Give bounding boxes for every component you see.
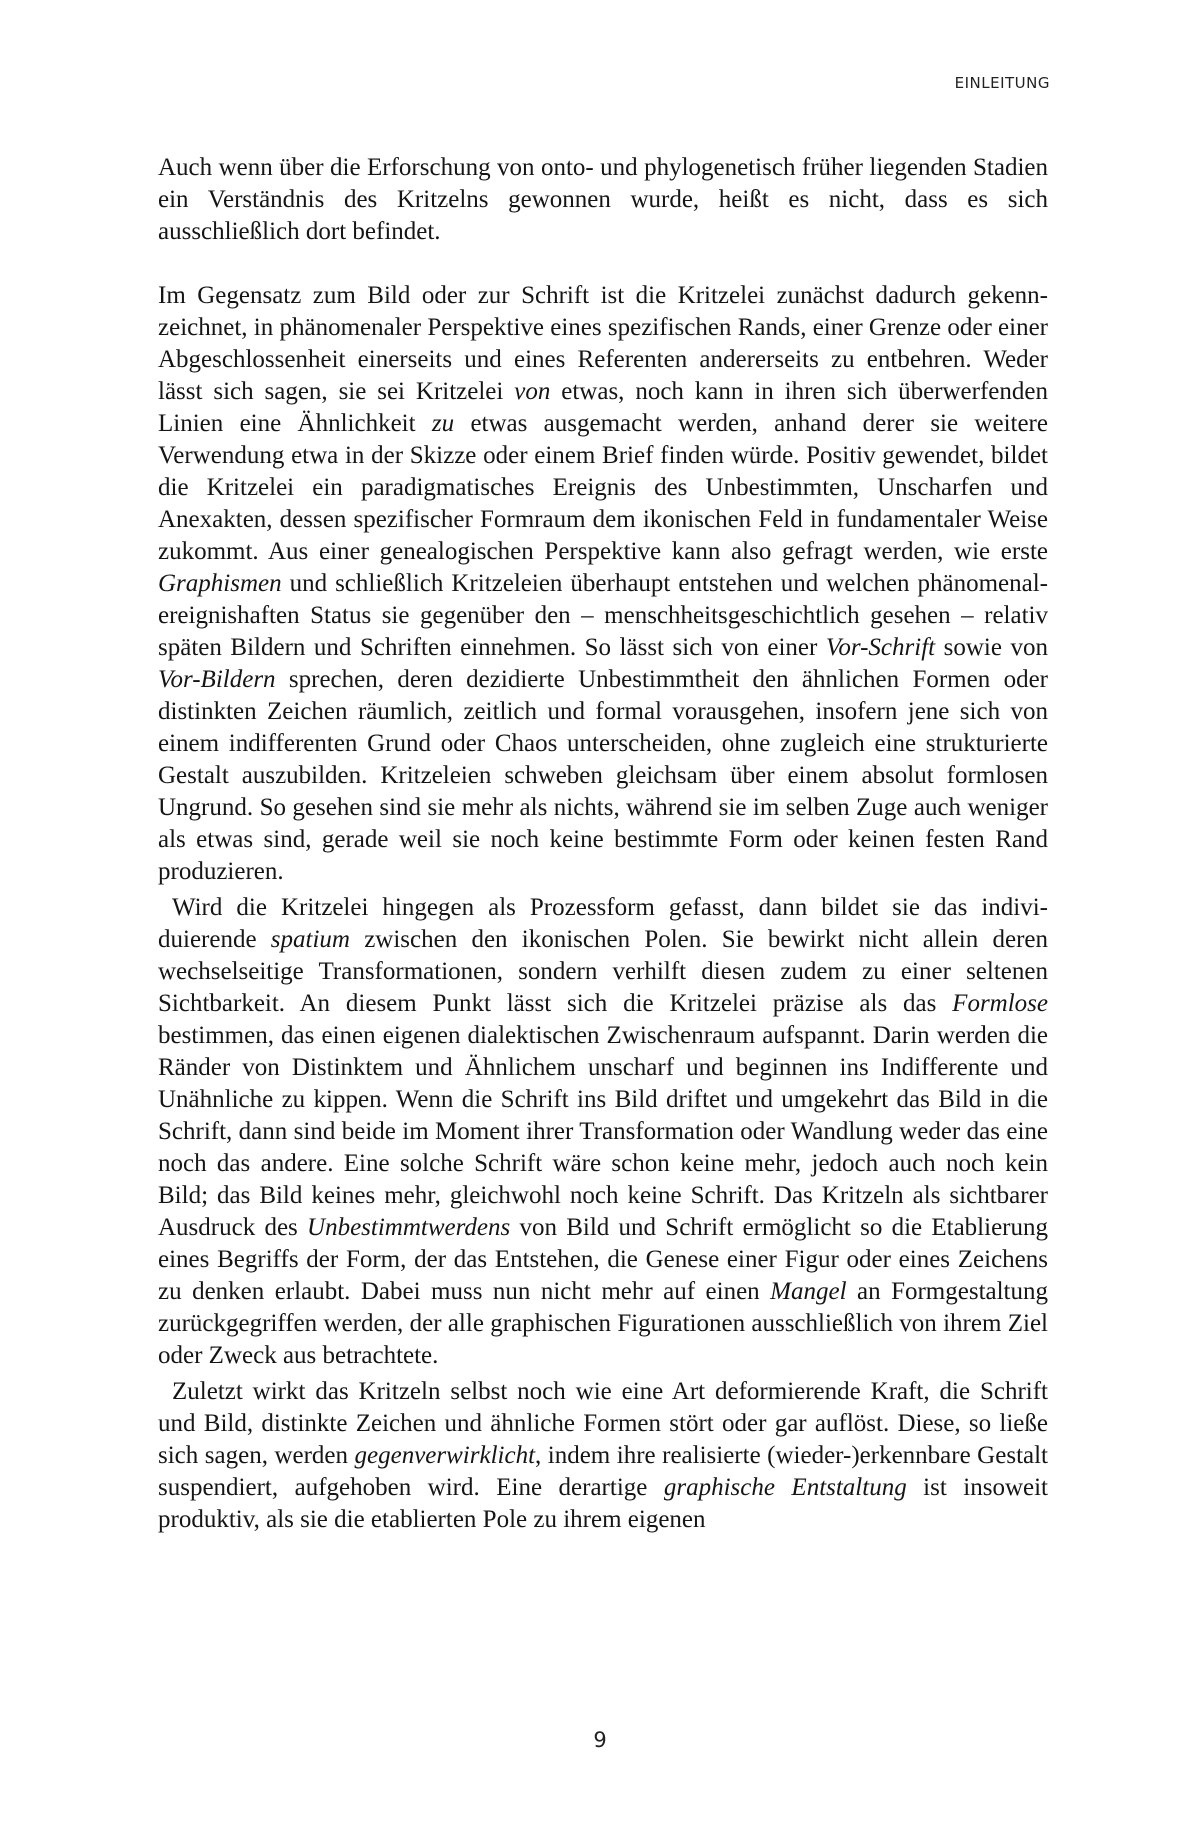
emphasized-text: graphische Entstaltung [663,1474,907,1501]
text-run: , indem ihre realisierte (wieder-)erkennbare Gestalt suspendiert, aufgehoben wird. Eine derartige [158,1442,1048,1501]
emphasized-text: gegenverwirklicht [354,1442,536,1469]
text-run: Auch wenn über die Erforschung von onto- und phylogenetisch früher liegenden Stadien ein Verständnis des Kritzelns gewonnen wurde, heißt es nicht, dass es sich ausschließlich dort befindet. [158,154,1048,245]
emphasized-text: von [514,378,551,405]
emphasized-text: Formlose [952,990,1048,1017]
emphasized-text: Vor-Bildern [158,666,276,693]
paragraph [158,280,1048,888]
paragraph [158,1376,1048,1536]
text-run: Im Gegensatz zum Bild oder zur Schrift ist die Kritzelei zunächst dadurch gekennzeichnet, in phänomenaler Perspektive eines spezifischen Rands, einer Grenze oder einer Abgeschlossenheit einerseits und eines Referenten andererseits zu entbehren. Weder lässt sich sagen, sie sei Kritzelei [158,282,1048,405]
emphasized-text: spatium [270,926,350,953]
running-head: EINLEITUNG [954,74,1050,92]
text-run: ist insoweit produktiv, als sie die etablierten Pole zu ihrem eigenen [158,1474,1048,1533]
text-run: etwas, noch kann in ihren sich überwerfenden Linien eine Ähnlichkeit [158,378,1048,437]
text-run: etwas ausgemacht werden, anhand derer sie weitere Verwendung etwa in der Skizze oder einem Brief finden würde. Positiv gewendet, bildet die Kritzelei ein paradigmatisches Ereignis des Unbestimmten, Unscharfen und Anexakten, dessen spezifischer Formraum dem ikonischen Feld in fundamentaler Weise zukommt. Aus einer genealogischen Perspektive kann also gefragt werden, wie erste [158,410,1048,565]
emphasized-text: Unbestimmtwerdens [307,1214,511,1241]
text-run: an Formgestaltung zurückgegriffen werden, der alle graphischen Figurationen ausschließlich von ihrem Ziel oder Zweck aus betrachtete. [158,1278,1048,1369]
emphasized-text: Graphismen [158,570,282,597]
page-number: 9 [593,1728,607,1752]
text-run: von Bild und Schrift ermöglicht so die Etablierung eines Begriffs der Form, der das Entstehen, die Genese einer Figur oder eines Zeichens zu denken erlaubt. Dabei muss nun nicht mehr auf einen [158,1214,1048,1305]
emphasized-text: zu [431,410,455,437]
paragraph [158,152,1048,248]
text-run: sprechen, deren dezidierte Unbestimmtheit den ähnlichen Formen oder distinkten Zeichen räumlich, zeitlich und formal vorausgehen, insofern jene sich von einem indifferenten Grund oder Chaos unterscheiden, ohne zugleich eine strukturierte Gestalt auszubilden. Kritzeleien schweben gleichsam über einem absolut formlosen Ungrund. So gesehen sind sie mehr als nichts, während sie im selben Zuge auch weniger als etwas sind, gerade weil sie noch keine bestimmte Form oder keinen festen Rand produzieren. [158,666,1048,885]
emphasized-text: Mangel [770,1278,847,1305]
text-run: bestimmen, das einen eigenen dialektischen Zwischenraum aufspannt. Darin werden die Ränder von Distinktem und Ähnlichem unscharf und beginnen ins Indifferente und Unähnliche zu kippen. Wenn die Schrift ins Bild driftet und umgekehrt das Bild in die Schrift, dann sind beide im Moment ihrer Transformation oder Wandlung weder das eine noch das andere. Eine solche Schrift wäre schon keine mehr, jedoch auch noch kein Bild; das Bild keines mehr, gleichwohl noch keine Schrift. Das Kritzeln als sichtbarer Ausdruck des [158,1022,1048,1241]
text-run: Wird die Kritzelei hingegen als Prozessform gefasst, dann bildet sie das individuierende [158,894,1048,953]
paragraph [158,892,1048,1372]
text-run: zwischen den ikonischen Polen. Sie bewirkt nicht allein deren wechselseitige Transformationen, sondern verhilft diesen zudem zu einer seltenen Sichtbarkeit. An diesem Punkt lässt sich die Kritzelei präzise als das [158,926,1048,1017]
body-text [158,152,1048,1536]
text-run: und schließlich Kritzeleien überhaupt entstehen und welchen phänomenal-ereignishaften Status sie gegenüber den – menschheitsgeschichtlich gesehen – relativ späten Bildern und Schriften einnehmen. So lässt sich von einer [158,570,1048,661]
emphasized-text: Vor-Schrift [825,634,936,661]
text-run: Zuletzt wirkt das Kritzeln selbst noch wie eine Art deformierende Kraft, die Schrift und Bild, distinkte Zeichen und ähnliche Formen stört oder gar auflöst. Diese, so ließe sich sagen, werden [158,1378,1048,1469]
text-run: sowie von [935,634,1048,661]
